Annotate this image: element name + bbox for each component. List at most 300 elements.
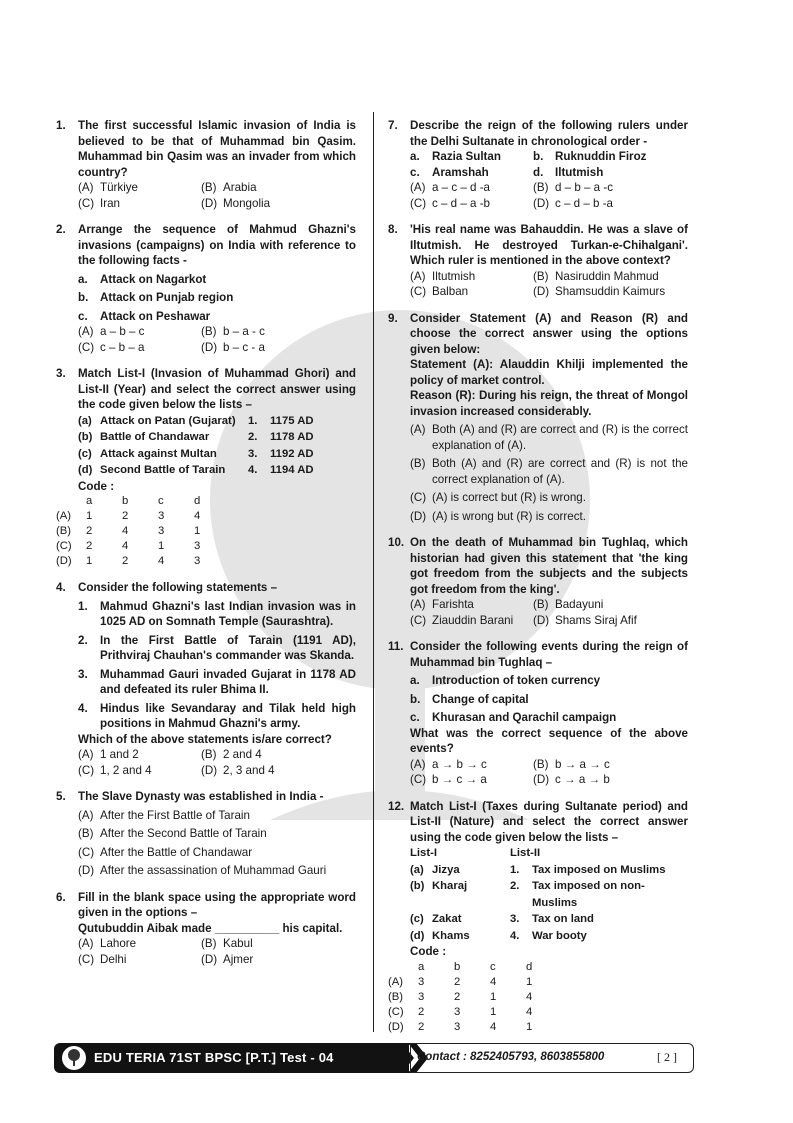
code-row <box>388 1020 562 1035</box>
question-number: 12. <box>388 799 405 813</box>
option-row <box>388 772 688 788</box>
list-headings <box>388 845 688 862</box>
option-text: Mongolia <box>223 196 271 210</box>
item-text: Change of capital <box>432 692 529 706</box>
list-i-item <box>410 928 510 945</box>
item-text: Khurasan and Qarachil campaign <box>432 711 617 724</box>
option-1 <box>410 597 533 613</box>
list-i-marker: (b) <box>410 880 425 892</box>
option-3 <box>410 196 533 212</box>
option-text: Iltutmish <box>432 269 476 283</box>
list-ii-text: 1194 AD <box>270 464 314 476</box>
ruler-item <box>533 165 603 181</box>
option-letter: (A) <box>410 757 426 771</box>
option-letter: (D) <box>410 509 427 523</box>
option-letter: (A) <box>410 598 426 611</box>
question-4 <box>56 580 356 778</box>
list-ii-marker: 3. <box>510 913 520 925</box>
option-letter: (A) <box>410 181 426 194</box>
question-number: 1. <box>56 119 66 132</box>
list-i-item <box>410 878 510 911</box>
option-letter: (B) <box>533 269 549 283</box>
question-header <box>388 535 688 597</box>
option-letter: (B) <box>201 748 217 761</box>
list-i-item <box>78 429 248 446</box>
option-text: b – c - a <box>223 340 265 354</box>
option-2 <box>533 269 659 285</box>
item-text: Mahmud Ghazni's last Indian invasion was in 1025 AD on Somnath Temple (Saurashtra). <box>100 599 356 628</box>
code-header-cell: d <box>194 495 201 507</box>
option-text: b – a - c <box>223 325 265 338</box>
item-marker: b. <box>78 291 89 304</box>
question-header <box>388 222 688 269</box>
option-text: c – d – b -a <box>555 196 614 210</box>
code-cell: 1 <box>526 1020 533 1033</box>
option-letter: (D) <box>201 952 218 966</box>
item-marker: a. <box>410 674 420 687</box>
item-text: Muhammad Gauri invaded Gujarat in 1178 AD and defeated its ruler Bhima II. <box>100 667 356 696</box>
option-2 <box>201 936 253 952</box>
option-2 <box>201 324 265 340</box>
option-text: Nasiruddin Mahmud <box>555 269 659 283</box>
match-list <box>56 413 356 479</box>
option-text: c → a → b <box>555 773 610 786</box>
option-text: 1 and 2 <box>100 748 139 761</box>
option-1 <box>78 747 201 763</box>
list-ii-item <box>248 446 368 463</box>
option-1 <box>410 180 533 196</box>
option-letter: (D) <box>533 613 550 627</box>
question-header <box>56 890 356 921</box>
page-number: [ 2 ] <box>657 1050 677 1064</box>
option-text: Shams Siraj Afif <box>555 613 637 627</box>
option-2 <box>201 747 262 763</box>
list-i-text: Battle of Chandawar <box>100 431 210 443</box>
option-1 <box>388 422 688 453</box>
list-ii-marker: 2. <box>510 880 520 892</box>
question-9 <box>388 311 688 525</box>
option-row <box>388 613 688 629</box>
option-letter: (A) <box>78 748 94 761</box>
statement-item <box>388 692 688 708</box>
item-text: Introduction of token currency <box>432 674 601 687</box>
option-letter: (C) <box>410 196 427 210</box>
statement-a: Statement (A): Alauddin Khilji implemented the policy of market control. <box>410 358 688 387</box>
option-text: Farishta <box>432 598 474 611</box>
ruler-item <box>533 149 646 165</box>
option-1 <box>56 808 356 824</box>
option-4 <box>201 340 265 356</box>
option-1 <box>78 180 201 196</box>
code-cell: (A) <box>56 510 72 522</box>
option-text: 2 and 4 <box>223 748 262 761</box>
option-letter: (C) <box>410 773 427 786</box>
option-letter: (B) <box>533 598 549 611</box>
list-ii-marker: 4. <box>248 464 258 476</box>
question-text: Fill in the blank space using the appropriate word given in the options – <box>78 890 356 919</box>
option-3 <box>410 772 533 788</box>
option-text: After the assassination of Muhammad Gauri <box>100 864 327 877</box>
statement-item <box>56 633 356 664</box>
tree-logo-icon <box>62 1046 86 1070</box>
code-cell: 3 <box>454 1020 461 1033</box>
option-2 <box>533 757 610 773</box>
code-header-row <box>56 494 230 509</box>
code-cell: 3 <box>418 990 425 1003</box>
code-cell: 1 <box>194 525 201 537</box>
code-header-cell <box>56 494 86 509</box>
list-ii-marker: 2. <box>248 431 258 443</box>
option-text: Kabul <box>223 937 253 950</box>
option-letter: (D) <box>533 773 550 786</box>
option-text: c – b – a <box>100 340 145 354</box>
question-text: Describe the reign of the following rulers under the Delhi Sultanate in chronological order - <box>410 119 688 148</box>
list-ii-marker: 4. <box>510 929 520 942</box>
code-cell: (C) <box>56 540 72 552</box>
code-cell: (C) <box>388 1005 404 1018</box>
code-header-cell: b <box>454 960 461 973</box>
code-table-wrap <box>388 960 688 1035</box>
option-4 <box>201 196 270 212</box>
code-cell: 4 <box>490 975 497 988</box>
option-text: Both (A) and (R) are correct and (R) is the correct explanation of (A). <box>432 423 688 452</box>
option-letter: (D) <box>533 196 550 210</box>
option-letter: (C) <box>410 491 427 504</box>
option-4 <box>201 763 275 779</box>
question-8 <box>388 222 688 300</box>
code-row <box>388 990 562 1005</box>
option-letter: (D) <box>201 340 218 354</box>
option-letter: (C) <box>410 285 427 298</box>
code-cell: 2 <box>122 555 129 567</box>
code-cell: 4 <box>122 525 129 537</box>
option-3 <box>410 613 533 629</box>
list-ii-text: War booty <box>532 929 587 942</box>
option-text: Türkiye <box>100 181 139 194</box>
code-cell: (A) <box>388 975 404 988</box>
option-letter: (D) <box>78 864 95 877</box>
code-header-cell: d <box>526 960 533 973</box>
question-5 <box>56 789 356 879</box>
option-3 <box>78 196 201 212</box>
footer-contact-box <box>410 1043 694 1073</box>
option-letter: (A) <box>78 325 94 338</box>
option-letter: (C) <box>410 613 427 627</box>
option-letter: (D) <box>201 196 218 210</box>
question-header <box>388 118 688 149</box>
option-text: 2, 3 and 4 <box>223 763 275 777</box>
option-4 <box>533 196 613 212</box>
item-marker: a. <box>410 150 420 163</box>
option-3 <box>56 845 356 861</box>
code-cell: (B) <box>56 525 72 537</box>
option-letter: (D) <box>533 285 550 298</box>
list-i-marker: (b) <box>78 431 93 443</box>
question-number: 2. <box>56 223 66 236</box>
list-i-text: Khams <box>432 929 470 942</box>
option-4 <box>56 863 356 879</box>
option-letter: (C) <box>78 340 95 354</box>
list-ii-text: Tax imposed on Muslims <box>532 863 666 876</box>
code-row <box>56 554 230 569</box>
question-1 <box>56 118 356 211</box>
statement-item <box>56 309 356 325</box>
item-marker: 4. <box>78 701 88 715</box>
option-3 <box>410 284 533 300</box>
item-text: Iltutmish <box>555 165 604 179</box>
option-text: 1, 2 and 4 <box>100 763 152 777</box>
item-marker: c. <box>410 711 420 724</box>
question-number: 4. <box>56 581 66 594</box>
option-row <box>388 757 688 773</box>
code-cell: 2 <box>454 975 461 988</box>
statement-item <box>56 290 356 306</box>
option-text: Ziauddin Barani <box>432 613 514 627</box>
question-text: Consider Statement (A) and Reason (R) and choose the correct answer using the options given below: <box>410 311 688 356</box>
code-header-cell: a <box>86 495 93 507</box>
code-cell: 1 <box>490 1005 497 1018</box>
question-number: 5. <box>56 790 66 803</box>
question-10 <box>388 535 688 628</box>
list-i-marker: (a) <box>410 863 424 876</box>
code-cell: 4 <box>490 1020 497 1033</box>
option-2 <box>533 597 603 613</box>
code-header-cell: a <box>418 960 425 973</box>
question-6 <box>56 890 356 968</box>
list-i-text: Attack on Patan (Gujarat) <box>100 414 236 427</box>
code-header-cell: b <box>122 495 129 507</box>
option-text: (A) is wrong but (R) is correct. <box>432 509 586 523</box>
question-7 <box>388 118 688 211</box>
code-cell: 4 <box>194 510 201 522</box>
option-row <box>388 196 688 212</box>
question-text: Consider the following events during the reign of Muhammad bin Tughlaq – <box>410 640 688 669</box>
question-number: 7. <box>388 119 398 132</box>
code-row <box>388 1005 562 1020</box>
item-marker: d. <box>533 165 544 179</box>
option-letter: (B) <box>201 181 217 194</box>
option-letter: (A) <box>78 181 94 194</box>
list-i-item <box>78 446 248 463</box>
option-3 <box>78 952 201 968</box>
option-4 <box>533 772 610 788</box>
code-cell: 4 <box>122 540 129 552</box>
statement-item <box>56 272 356 288</box>
question-header <box>56 789 356 805</box>
option-1 <box>78 936 201 952</box>
option-letter: (A) <box>410 423 426 436</box>
list-i-item <box>410 911 510 928</box>
list-ii-text: Tax on land <box>532 913 594 925</box>
statement-item <box>56 701 356 732</box>
option-text: Ajmer <box>223 952 254 966</box>
item-marker: c. <box>410 165 420 179</box>
question-ask: Which of the above statements is/are correct? <box>78 732 332 746</box>
code-cell: 3 <box>194 555 201 567</box>
list-ii-item <box>510 911 680 928</box>
question-text: 'His real name was Bahauddin. He was a slave of Iltutmish. He destroyed Turkan-e-Chihalgani'. Which ruler is mentioned in the above context? <box>410 223 688 267</box>
option-text: After the First Battle of Tarain <box>100 808 250 822</box>
option-row <box>56 952 356 968</box>
option-4 <box>388 509 688 525</box>
column-divider <box>373 112 374 1032</box>
item-text: Attack on Peshawar <box>100 309 211 323</box>
item-text: Attack on Punjab region <box>100 291 234 304</box>
question-header <box>388 311 688 358</box>
option-text: d – b – a -c <box>555 181 614 194</box>
page-footer <box>54 1043 694 1073</box>
item-text: Hindus like Sevandaray and Tilak held high positions in Mahmud Ghazni's army. <box>100 701 356 730</box>
option-row <box>56 180 356 196</box>
option-letter: (D) <box>201 763 218 777</box>
option-2 <box>388 456 688 487</box>
list-ii-item <box>510 928 680 945</box>
question-number: 10. <box>388 536 405 549</box>
code-cell: 3 <box>194 540 201 552</box>
list-i-marker: (d) <box>410 929 425 942</box>
code-label: Code : <box>78 479 115 493</box>
list-ii-text: 1178 AD <box>270 431 314 443</box>
ruler-item <box>410 149 533 165</box>
option-letter: (C) <box>78 952 95 966</box>
option-3 <box>388 490 688 506</box>
list-i-text: Jizya <box>432 863 460 876</box>
option-text: a – b – c <box>100 325 145 338</box>
option-4 <box>533 613 637 629</box>
item-marker: a. <box>78 272 88 286</box>
reason-r: Reason (R): During his reign, the threat of Mongol invasion increased considerably. <box>410 389 688 418</box>
question-header <box>56 222 356 269</box>
option-text: Both (A) and (R) are correct and (R) is not the correct explanation of (A). <box>432 457 688 486</box>
option-row <box>388 597 688 613</box>
code-cell: 3 <box>158 510 165 522</box>
option-letter: (C) <box>78 763 95 777</box>
option-text: Balban <box>432 285 469 298</box>
code-cell: 2 <box>86 540 93 552</box>
question-header <box>56 118 356 180</box>
statement-item <box>388 673 688 689</box>
item-text: Attack on Nagarkot <box>100 272 207 286</box>
option-text: Lahore <box>100 937 137 950</box>
list-ii-text: 1192 AD <box>270 447 314 460</box>
option-row <box>388 284 688 300</box>
item-row <box>388 149 688 165</box>
option-text: After the Second Battle of Tarain <box>100 827 267 840</box>
item-text: Razia Sultan <box>432 150 501 163</box>
code-table <box>388 960 562 1035</box>
option-2 <box>533 180 613 196</box>
code-cell: 2 <box>418 1005 425 1018</box>
code-label: Code : <box>410 945 447 958</box>
code-cell: (D) <box>56 555 72 567</box>
list-i-item <box>410 862 510 879</box>
list-i-marker: (d) <box>78 464 93 476</box>
option-row <box>56 324 356 340</box>
code-row <box>56 524 230 539</box>
list-ii-item <box>510 862 680 879</box>
question-number: 3. <box>56 367 66 380</box>
option-text: Delhi <box>100 952 127 966</box>
item-text: Ruknuddin Firoz <box>555 150 647 163</box>
question-text: Match List-I (Taxes during Sultanate period) and List-II (Nature) and select the correct answer using the code given below the lists – <box>410 799 688 844</box>
code-cell: (B) <box>388 990 404 1003</box>
list-i-item <box>78 462 248 479</box>
statement-item <box>56 667 356 698</box>
question-12 <box>388 799 688 1035</box>
list-i-item <box>78 413 248 430</box>
option-text: (A) is correct but (R) is wrong. <box>432 491 586 504</box>
left-column <box>56 118 356 978</box>
question-text: Arrange the sequence of Mahmud Ghazni's invasions (campaigns) on India with reference to the following facts - <box>78 223 356 267</box>
option-text: Iran <box>100 196 120 210</box>
code-cell: 3 <box>418 975 425 988</box>
footer-title-bar <box>54 1043 409 1073</box>
code-cell: 4 <box>158 555 165 567</box>
option-text: Badayuni <box>555 598 604 611</box>
option-row <box>388 180 688 196</box>
list-i-marker: (a) <box>78 414 92 427</box>
option-row <box>56 747 356 763</box>
option-text: Shamsuddin Kaimurs <box>555 285 666 298</box>
option-letter: (C) <box>78 196 95 210</box>
code-cell: 2 <box>122 510 129 522</box>
question-number: 6. <box>56 890 66 904</box>
option-3 <box>78 763 201 779</box>
item-text: In the First Battle of Tarain (1191 AD), Prithviraj Chauhan's commander was Skanda. <box>100 633 356 662</box>
list-i-marker: (c) <box>78 447 92 460</box>
option-letter: (A) <box>78 937 94 950</box>
option-1 <box>410 269 533 285</box>
list-ii-marker: 3. <box>248 447 258 460</box>
list-ii-heading: List-II <box>510 847 541 859</box>
match-list <box>388 862 688 945</box>
option-letter: (B) <box>78 827 94 840</box>
ruler-item <box>410 165 533 181</box>
item-marker: 1. <box>78 599 88 613</box>
option-row <box>56 340 356 356</box>
option-row <box>56 196 356 212</box>
option-letter: (B) <box>533 181 549 194</box>
code-table <box>56 494 230 569</box>
list-ii-item <box>248 413 368 430</box>
question-header <box>388 639 688 670</box>
code-cell: 1 <box>86 510 93 522</box>
list-ii-text: 1175 AD <box>270 414 314 427</box>
list-i-marker: (c) <box>410 913 424 925</box>
question-number: 9. <box>388 311 398 325</box>
code-cell: 2 <box>86 525 93 537</box>
question-ask: What was the correct sequence of the above events? <box>410 726 688 755</box>
option-row <box>56 936 356 952</box>
question-header <box>56 580 356 596</box>
list-i-text: Zakat <box>432 913 462 925</box>
code-cell: 1 <box>490 990 497 1003</box>
code-row <box>56 539 230 554</box>
list-i-text: Kharaj <box>432 880 468 892</box>
footer-title: EDU TERIA 71ST BPSC [P.T.] Test - 04 <box>94 1050 334 1065</box>
statement-item <box>56 599 356 630</box>
question-header <box>56 366 356 413</box>
option-4 <box>201 952 253 968</box>
code-header-cell: c <box>158 495 164 507</box>
option-letter: (C) <box>78 845 95 859</box>
code-cell: 1 <box>158 540 165 552</box>
question-text: Consider the following statements – <box>78 581 278 594</box>
code-cell: (D) <box>388 1020 404 1033</box>
option-3 <box>78 340 201 356</box>
option-text: b → c → a <box>432 773 487 786</box>
option-letter: (B) <box>201 325 217 338</box>
